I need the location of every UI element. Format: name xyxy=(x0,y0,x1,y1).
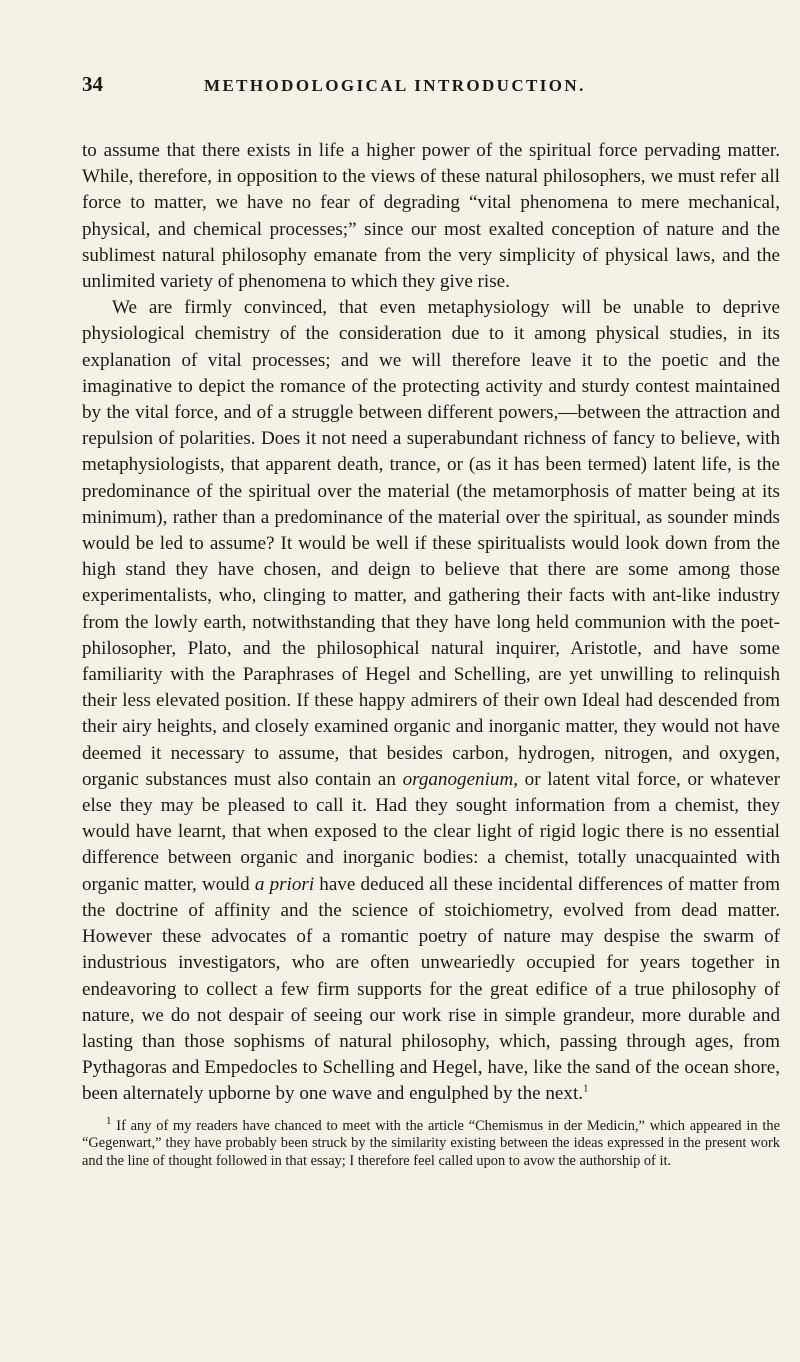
paragraph-continued: to assume that there exists in life a higher power of the spiritual force pervading matter. While, therefore, in opposition to the views of these natural philosophers, we must refer all force to matter, we have no fear of degrading “vital phenomena to mere mechanical, physical, and chemical processes;” since our most exalted conception of nature and the sublimest natural philosophy emanate from the very simplicity of physical laws, and the unlimited variety of phenomena to which they give rise. xyxy=(82,140,780,293)
footnote-reference: 1 xyxy=(583,1082,589,1095)
paragraph-text-part: have deduced all these incidental differences of matter from the doctrine of affinity and the science of stoichiometry, evolved from dead matter. However these advocates of a romantic poetry of nature may despise the swarm of industrious investigators, who are often unweariedly occupied for years together in endeavoring to collect a few firm supports for the great edifice of a true philosophy of nature, we do not despair of seeing our work rise in simple grandeur, more durable and lasting than those sophisms of natural philosophy, which, passing through ages, from Pythagoras and Empedocles to Schelling and Hegel, have, like the sand of the ocean shore, been alternately upborne by one wave and engulphed by the next. xyxy=(82,873,780,1105)
footnote-mark: 1 xyxy=(106,1114,112,1127)
body-text xyxy=(82,138,780,1108)
paragraph-metaphysiology xyxy=(82,295,780,1107)
italic-term-a-priori: a priori xyxy=(254,873,315,895)
footnote xyxy=(82,1114,780,1171)
page-header xyxy=(82,72,780,102)
running-head: METHODOLOGICAL INTRODUCTION. xyxy=(204,76,586,95)
footnote-text: If any of my readers have chanced to meet with the article “Chemismus in der Medicin,” which appeared in the “Gegenwart,” they have probably been struck by the similarity existing between the ideas expressed in the present work and the line of thought followed in that essay; I therefore feel called upon to avow the authorship of it. xyxy=(82,1117,780,1169)
book-page xyxy=(82,72,780,1170)
paragraph-text-part: or latent vital force, or whatever else they may be pleased to call it. Had they sought information from a chemist, they would have learnt, that when exposed to the clear light of rigid logic there is no essential difference between organic and inorganic bodies: a chemist, totally unacquainted with organic matter, would xyxy=(82,768,780,895)
paragraph-text-part: We are firmly convinced, that even metaphysiology will be unable to deprive physiological chemistry of the consideration due to it among physical studies, in its explanation of vital processes; and we will therefore leave it to the poetic and the imaginative to depict the romance of the protecting activity and sturdy contest maintained by the vital force, and of a struggle between different powers,—between the attraction and repulsion of polarities. Does it not need a superabundant richness of fancy to believe, with metaphysiologists, that apparent death, trance, or (as it has been termed) latent life, is the predominance of the spiritual over the material (the metamorphosis of matter being at its minimum), rather than a predominance of the material over the spiritual, as sounder minds would be led to assume? It would be well if these spiritualists would look down from the high stand they have chosen, and deign to believe that there are some among those experimentalists, who, clinging to matter, and gathering their facts with ant-like industry from the lowly earth, notwithstanding that they have long held communion with the poet-philosopher, Plato, and the philosophical natural inquirer, Aristotle, and have some familiarity with the Paraphrases of Hegel and Schelling, are yet unwilling to relinquish their less elevated position. If these happy admirers of their own Ideal had descended from their airy heights, and closely examined organic and inorganic matter, they would not have deemed it necessary to assume, that besides carbon, hydrogen, nitrogen, and oxygen, organic substances must also contain an xyxy=(82,297,780,790)
page-number: 34 xyxy=(82,72,103,96)
italic-term-organogenium: organogenium, xyxy=(402,768,519,790)
